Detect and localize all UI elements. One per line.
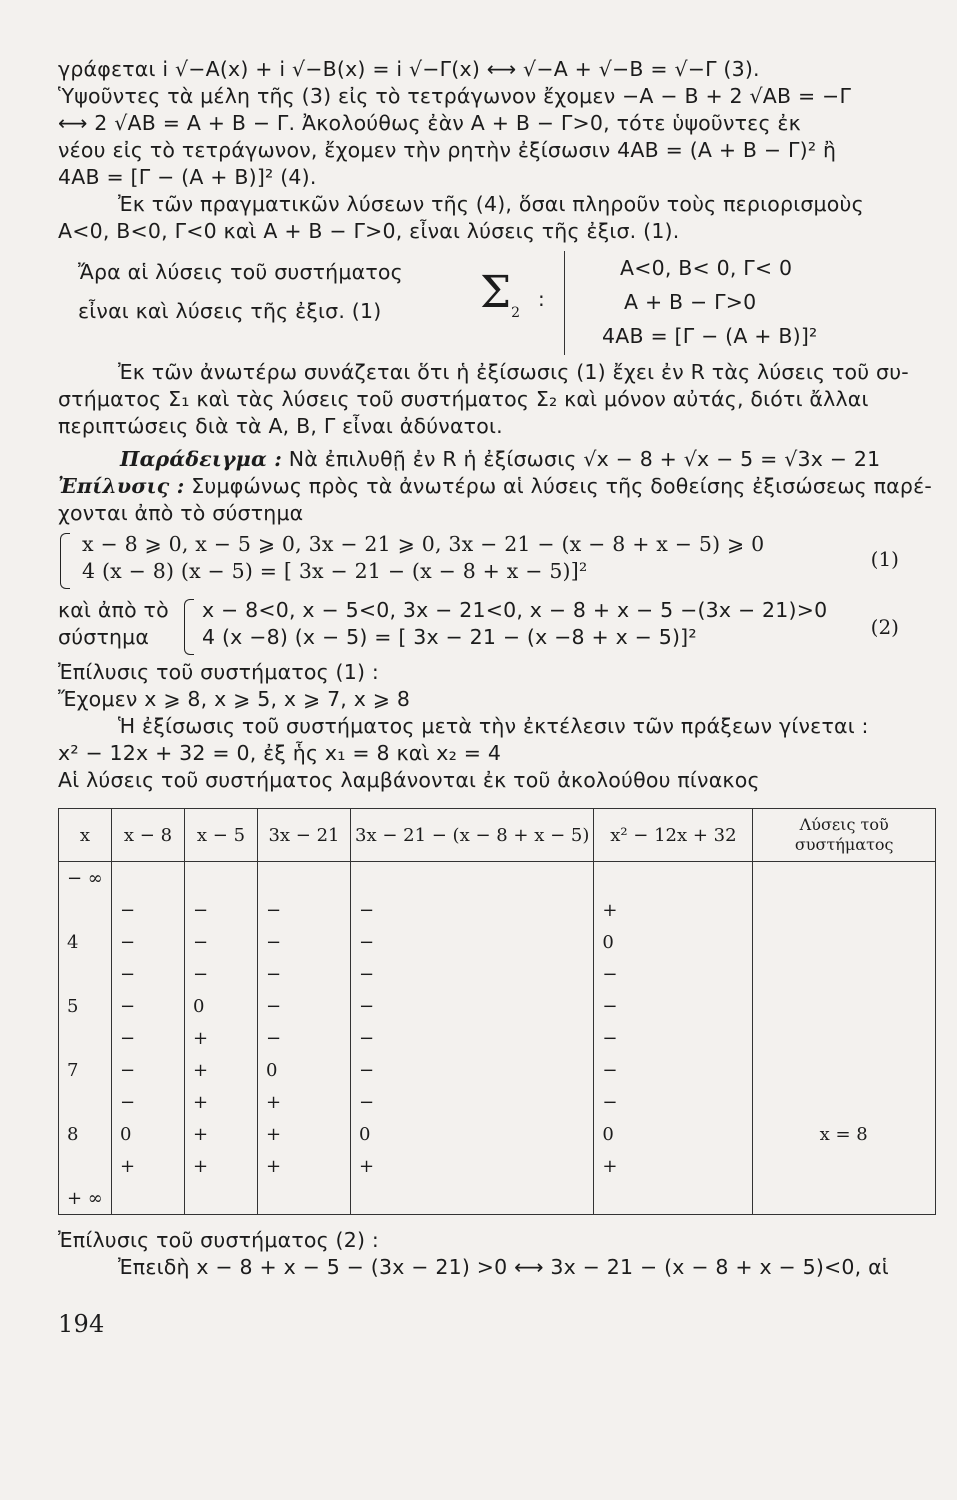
sign-cell <box>258 1182 351 1215</box>
sign-cell <box>594 862 753 895</box>
sign-cell <box>351 862 594 895</box>
sign-cell: − <box>351 1086 594 1118</box>
sign-cell: − <box>185 894 258 926</box>
sign-cell: − <box>112 926 185 958</box>
sign-cell: − <box>112 1022 185 1054</box>
sign-cell: − <box>351 990 594 1022</box>
example-line <box>58 446 929 473</box>
sign-cell: − <box>112 990 185 1022</box>
text-line: Ἔχομεν x ⩾ 8, x ⩾ 5, x ⩾ 7, x ⩾ 8 <box>58 687 411 711</box>
sign-cell: − <box>258 990 351 1022</box>
sign-cell: − <box>594 1086 753 1118</box>
sign-cell: − <box>351 958 594 990</box>
sigma-symbol <box>480 267 521 335</box>
example-text: Νὰ ἐπιλυθῇ ἐν R ἡ ἐξίσωσις √x − 8 + √x − 5 = √3x − 21 <box>282 447 881 471</box>
x-value-cell: + ∞ <box>59 1182 112 1215</box>
sign-cell: − <box>258 958 351 990</box>
x-value-cell <box>59 1086 112 1118</box>
sign-cell: 0 <box>594 1118 753 1150</box>
system-colon: : <box>538 287 545 311</box>
equation-line: 4 (x −8) (x − 5) = [ 3x − 21 − (x −8 + x − 5)]² <box>202 625 697 649</box>
solution-cell <box>753 1054 936 1086</box>
solution-cell <box>753 862 936 895</box>
sign-cell: − <box>112 894 185 926</box>
text-line: Ἐκ τῶν πραγματικῶν λύσεων τῆς (4), ὅσαι πληροῦν τοὺς περιορισμοὺς <box>118 192 864 216</box>
example-label: Παράδειγμα : <box>120 447 283 471</box>
solution-cell <box>753 1022 936 1054</box>
text-line: στήματος Σ₁ καὶ τὰς λύσεις τοῦ συστήματος Σ₂ καὶ μόνον αὐτάς, διότι ἄλλαι <box>58 387 869 411</box>
sign-cell <box>185 1182 258 1215</box>
sign-cell: 0 <box>351 1118 594 1150</box>
sign-cell: + <box>185 1022 258 1054</box>
sigma2-system-block <box>58 251 929 359</box>
x-value-cell: 4 <box>59 926 112 958</box>
text-line: A<0, B<0, Γ<0 καὶ A + B − Γ>0, εἶναι λύσεις τῆς ἐξισ. (1). <box>58 219 680 243</box>
sign-cell: − <box>258 1022 351 1054</box>
solution-cell <box>753 1150 936 1182</box>
table-header-row <box>59 809 936 862</box>
sign-cell: + <box>258 1118 351 1150</box>
solution-cell: x = 8 <box>753 1118 936 1150</box>
left-brace <box>184 599 194 655</box>
x-value-cell <box>59 1150 112 1182</box>
equation-line: 4 (x − 8) (x − 5) = [ 3x − 21 − (x − 8 + x − 5)]² <box>82 559 588 583</box>
sign-table-wrap <box>58 808 936 1215</box>
condition-line: A + B − Γ>0 <box>624 290 757 314</box>
text-line: σύστημα <box>58 625 150 649</box>
sigma-subscript: 2 <box>511 304 521 321</box>
solution-label: Ἐπίλυσις : <box>58 474 185 498</box>
sign-cell: − <box>594 1054 753 1086</box>
text-line: Ἐπίλυσις τοῦ συστήματος (2) : <box>58 1228 380 1252</box>
solution-text: Συμφώνως πρὸς τὰ ἀνωτέρω αἱ λύσεις τῆς δοθείσης ἐξισώσεως παρέ- <box>184 474 932 498</box>
column-header: 3x − 21 <box>258 809 351 862</box>
sign-cell: − <box>351 926 594 958</box>
solution-cell <box>753 1182 936 1215</box>
sign-cell: − <box>594 1022 753 1054</box>
column-header: Λύσεις τοῦ συστήματος <box>753 809 936 862</box>
table-row <box>59 862 936 895</box>
x-value-cell <box>59 958 112 990</box>
solution-cell <box>753 958 936 990</box>
sigma2-description <box>58 259 403 325</box>
sign-cell: − <box>112 1054 185 1086</box>
sign-cell <box>594 1182 753 1215</box>
text-line: 4AB = [Γ − (A + B)]² (4). <box>58 165 317 189</box>
sign-cell: − <box>258 894 351 926</box>
sign-cell: 0 <box>185 990 258 1022</box>
solution-cell <box>753 926 936 958</box>
condition-line: A<0, B< 0, Γ< 0 <box>620 256 793 280</box>
table-row <box>59 1118 936 1150</box>
text-line: Ὑψοῦντες τὰ μέλη τῆς (3) εἰς τὸ τετράγωνον ἔχομεν −A − B + 2 √AB = −Γ <box>58 84 852 108</box>
sign-table <box>58 808 936 1215</box>
sign-cell: + <box>112 1150 185 1182</box>
table-row <box>59 1150 936 1182</box>
text-line: εἶναι καὶ λύσεις τῆς ἐξισ. (1) <box>78 299 382 323</box>
table-row <box>59 1182 936 1215</box>
equation-number: (1) <box>870 547 899 571</box>
text-line: γράφεται i √−A(x) + i √−B(x) = i √−Γ(x) ⟷ √−A + √−B = √−Γ (3). <box>58 57 760 81</box>
x-value-cell <box>59 894 112 926</box>
sigma-glyph: Σ <box>480 267 512 318</box>
sigma2-conditions <box>602 251 818 353</box>
sign-cell: 0 <box>112 1118 185 1150</box>
solution-cell <box>753 1086 936 1118</box>
sign-cell: − <box>351 894 594 926</box>
column-header: 3x − 21 − (x − 8 + x − 5) <box>351 809 594 862</box>
x-value-cell: 5 <box>59 990 112 1022</box>
column-header: x − 8 <box>112 809 185 862</box>
sign-cell: − <box>185 958 258 990</box>
text-line: χονται ἀπὸ τὸ σύστημα <box>58 501 304 525</box>
sign-cell <box>351 1182 594 1215</box>
text-line: Ἐπίλυσις τοῦ συστήματος (1) : <box>58 660 380 684</box>
text-line: Ἄρα αἱ λύσεις τοῦ συστήματος <box>78 260 403 284</box>
equation-number: (2) <box>870 615 899 639</box>
sign-cell: + <box>185 1054 258 1086</box>
text-line: x² − 12x + 32 = 0, ἐξ ἧς x₁ = 8 καὶ x₂ = 4 <box>58 741 502 765</box>
sign-cell: + <box>594 1150 753 1182</box>
sign-cell: 0 <box>258 1054 351 1086</box>
sign-cell: + <box>351 1150 594 1182</box>
sign-cell: + <box>185 1118 258 1150</box>
sign-cell: − <box>112 1086 185 1118</box>
sign-cell <box>112 1182 185 1215</box>
solution-line <box>58 473 932 500</box>
sign-cell: − <box>594 958 753 990</box>
condition-line: 4AB = [Γ − (A + B)]² <box>602 324 818 348</box>
table-row <box>59 990 936 1022</box>
sign-cell: + <box>185 1150 258 1182</box>
sign-cell: 0 <box>594 926 753 958</box>
page-number: 194 <box>58 1310 105 1338</box>
x-value-cell: 8 <box>59 1118 112 1150</box>
sign-cell: − <box>351 1054 594 1086</box>
x-value-cell <box>59 1022 112 1054</box>
sign-cell: − <box>185 926 258 958</box>
text-line: περιπτώσεις διὰ τὰ A, B, Γ εἶναι ἀδύνατοι. <box>58 414 503 438</box>
text-line: Ἡ ἐξίσωσις τοῦ συστήματος μετὰ τὴν ἐκτέλεσιν τῶν πράξεων γίνεται : <box>118 714 869 738</box>
sign-cell <box>185 862 258 895</box>
left-brace <box>60 533 70 589</box>
text-line: Αἱ λύσεις τοῦ συστήματος λαμβάνονται ἐκ τοῦ ἀκολούθου πίνακος <box>58 768 760 792</box>
solution-cell <box>753 894 936 926</box>
table-row <box>59 926 936 958</box>
text-line: Ἐπειδὴ x − 8 + x − 5 − (3x − 21) >0 ⟷ 3x − 21 − (x − 8 + x − 5)<0, αἱ <box>118 1255 889 1279</box>
sign-cell <box>112 862 185 895</box>
sign-cell: + <box>258 1086 351 1118</box>
sign-cell: − <box>258 926 351 958</box>
table-row <box>59 1054 936 1086</box>
sign-cell: − <box>594 990 753 1022</box>
system-divider <box>564 251 565 355</box>
table-row <box>59 1022 936 1054</box>
x-value-cell: 7 <box>59 1054 112 1086</box>
sign-cell: + <box>258 1150 351 1182</box>
column-header: x − 5 <box>185 809 258 862</box>
system-2 <box>58 597 929 659</box>
column-header: x² − 12x + 32 <box>594 809 753 862</box>
x-value-cell: − ∞ <box>59 862 112 895</box>
text-line: Ἐκ τῶν ἀνωτέρω συνάζεται ὅτι ἡ ἐξίσωσις (1) ἔχει ἐν R τὰς λύσεις τοῦ συ- <box>118 360 909 384</box>
sign-cell: + <box>594 894 753 926</box>
sign-cell: − <box>112 958 185 990</box>
sign-cell: − <box>351 1022 594 1054</box>
equation-line: x − 8<0, x − 5<0, 3x − 21<0, x − 8 + x − 5 −(3x − 21)>0 <box>202 598 828 622</box>
text-line: ⟷ 2 √AB = A + B − Γ. Ἀκολούθως ἐὰν A + B − Γ>0, τότε ὑψοῦντες ἐκ <box>58 111 801 135</box>
sign-cell <box>258 862 351 895</box>
text-line: καὶ ἀπὸ τὸ <box>58 598 169 622</box>
solution-cell <box>753 990 936 1022</box>
table-row <box>59 1086 936 1118</box>
table-row <box>59 894 936 926</box>
system-1 <box>58 531 929 593</box>
column-header: x <box>59 809 112 862</box>
text-line: νέου εἰς τὸ τετράγωνον, ἔχομεν τὴν ρητὴν ἐξίσωσιν 4AB = (A + B − Γ)² ἢ <box>58 138 837 162</box>
table-row <box>59 958 936 990</box>
sign-cell: + <box>185 1086 258 1118</box>
equation-line: x − 8 ⩾ 0, x − 5 ⩾ 0, 3x − 21 ⩾ 0, 3x − 21 − (x − 8 + x − 5) ⩾ 0 <box>82 532 765 556</box>
